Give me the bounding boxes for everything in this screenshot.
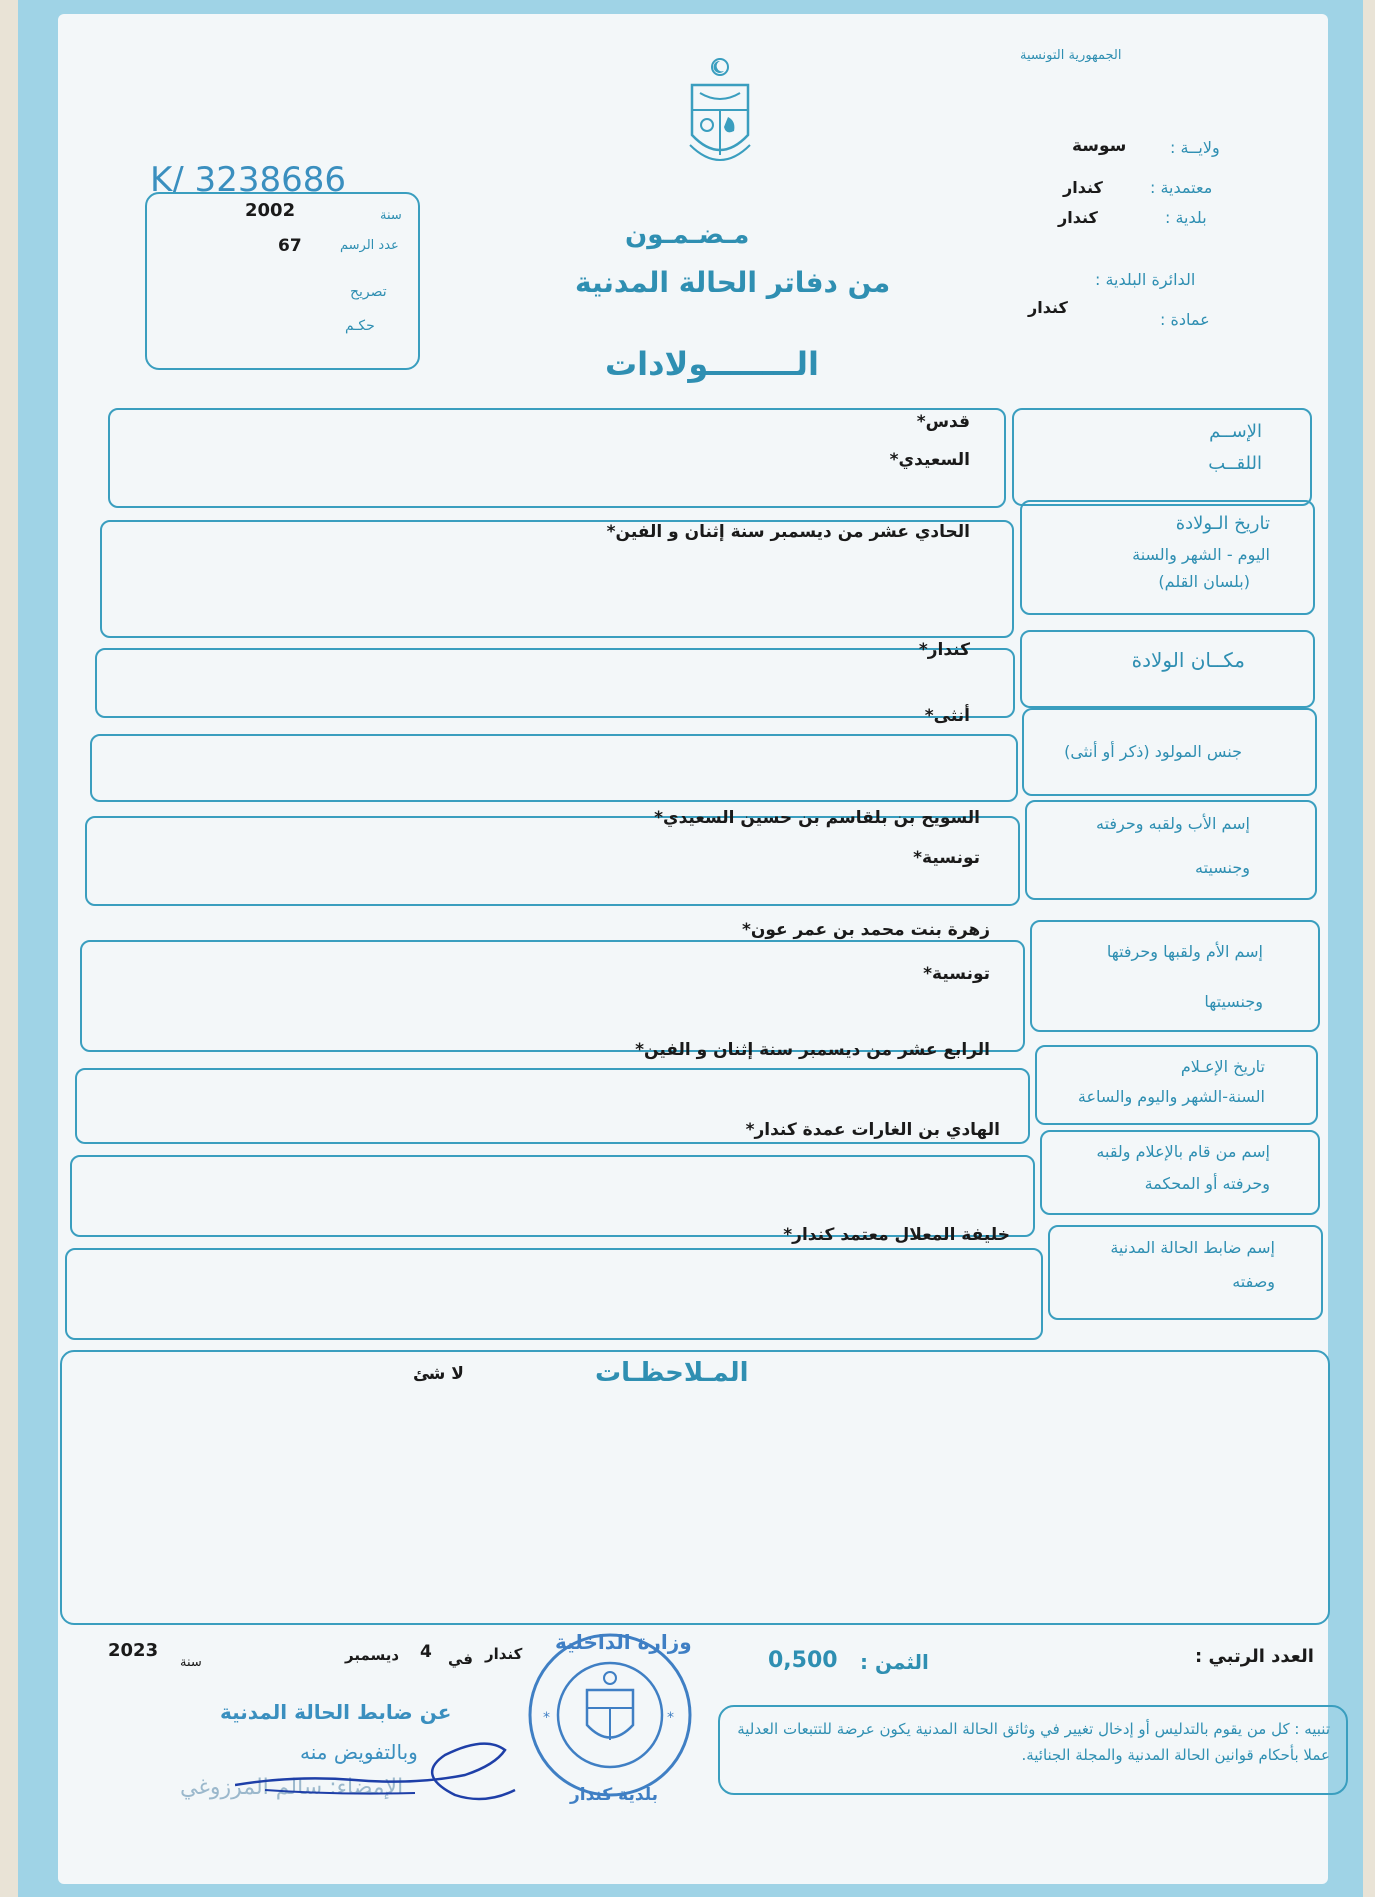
reg-year-label: سنة — [380, 208, 402, 223]
notice-text: تنبيه : كل من يقوم بالتدليس أو إدخال تغيير في وثائق الحالة المدنية يكون عرضة للتتبعات العدلية عملا بأحكام قوانين الحالة المدنية والمجلة الجنائية. — [737, 1720, 1330, 1764]
wilaya-value: سوسة — [1072, 136, 1127, 156]
svg-text:*: * — [667, 1710, 674, 1726]
declaration-date-value: الرابع عشر من ديسمبر سنة إثنان و الفين* — [635, 1040, 990, 1060]
baladia-value: كندار — [1058, 208, 1098, 227]
officer-value: خليفة المعلال معتمد كندار* — [783, 1225, 1010, 1245]
issue-fi: في — [448, 1650, 473, 1668]
svg-text:*: * — [543, 1710, 550, 1726]
price-label: الثمن : — [860, 1650, 929, 1674]
daira-label: الدائرة البلدية : — [1095, 270, 1196, 289]
father-label: إسم الأب ولقبه وحرفته — [1096, 814, 1250, 833]
remarks-label: المـلاحظـات — [595, 1358, 749, 1388]
section-title: الــــــــولادات — [605, 345, 819, 383]
row-mother-label-box — [1030, 920, 1320, 1032]
reg-no-label: عدد الرسم — [340, 238, 399, 253]
tunisia-emblem-icon — [680, 55, 760, 175]
reg-no-value: 67 — [278, 236, 302, 256]
serial-number-label: العدد الرتبي : — [1195, 1646, 1314, 1667]
remarks-value: لا شئ — [413, 1364, 464, 1384]
father-sublabel: وجنسيته — [1195, 858, 1250, 877]
declaration-date-label: تاريخ الإعـلام — [1180, 1057, 1265, 1076]
row-officer-value-box — [65, 1248, 1043, 1340]
reg-year-value: 2002 — [245, 200, 296, 221]
declarant-label: إسم من قام بالإعلام ولقبه — [1096, 1142, 1270, 1161]
gender-label: جنس المولود (ذكر أو أنثى) — [1064, 742, 1242, 761]
stamp-bottom-text: بلدية كندار — [570, 1785, 659, 1805]
price-value: 0,500 — [768, 1648, 838, 1673]
declarant-value: الهادي بن الغارات عمدة كندار* — [745, 1120, 1000, 1140]
row-gender-value-box — [90, 734, 1018, 802]
remarks-box — [60, 1350, 1330, 1625]
serial-number: K/ 3238686 — [150, 160, 346, 200]
father-value: السويح بن بلقاسم بن حسين السعيدي* — [654, 808, 980, 828]
first-name-label: الإســم — [1209, 421, 1262, 442]
declaration-date-sublabel: السنة-الشهر واليوم والساعة — [1077, 1087, 1265, 1106]
issue-year-label: سنة — [180, 1655, 202, 1670]
gender-value: أنثى* — [924, 706, 970, 726]
issue-month: ديسمبر — [345, 1646, 400, 1664]
handwritten-signature-icon — [235, 1735, 525, 1810]
omada-label: عمادة : — [1160, 310, 1210, 329]
officer-stamp-line2: وبالتفويض منه — [300, 1740, 418, 1764]
declarant-sublabel: وحرفته أو المحكمة — [1144, 1174, 1270, 1193]
baladia-label: بلدية : — [1165, 208, 1207, 227]
signature-label: الإمضاء: سالم المرزوغي — [180, 1775, 404, 1800]
omada-value: كندار — [1028, 298, 1068, 317]
motamadia-label: معتمدية : — [1150, 178, 1213, 197]
officer-stamp-line1: عن ضابط الحالة المدنية — [220, 1700, 452, 1724]
officer-sublabel: وصفته — [1232, 1272, 1275, 1291]
father-nationality-value: تونسية* — [913, 848, 980, 868]
row-mother-value-box — [80, 940, 1025, 1052]
surname-label: اللقــب — [1208, 453, 1262, 474]
surname-value: السعيدي* — [889, 450, 970, 470]
birthdate-label: تاريخ الـولادة — [1175, 513, 1270, 534]
mother-label: إسم الأم ولقبها وحرفتها — [1106, 942, 1263, 961]
birthplace-value: كندار* — [918, 640, 970, 660]
stamp-top-text: وزارة الداخلية — [555, 1630, 692, 1654]
mother-nationality-value: تونسية* — [923, 964, 990, 984]
birthdate-note-label: (بلسان القلم) — [1158, 572, 1250, 591]
issue-day: 4 — [420, 1642, 432, 1662]
motamadia-value: كندار — [1063, 178, 1103, 197]
judgment-label: حكـم — [345, 318, 375, 334]
mother-sublabel: وجنسيتها — [1204, 992, 1263, 1011]
first-name-value: قدس* — [916, 412, 970, 432]
declaration-label: تصريح — [350, 284, 387, 300]
title-line2: من دفاتر الحالة المدنية — [575, 266, 891, 299]
title-line1: مـضـمـون — [625, 220, 750, 250]
municipality-round-stamp-icon — [525, 1630, 695, 1800]
mother-value: زهرة بنت محمد بن عمر عون* — [741, 920, 990, 940]
issue-year-value: 2023 — [108, 1640, 159, 1661]
issue-place: كندار — [485, 1645, 523, 1663]
officer-label: إسم ضابط الحالة المدنية — [1110, 1238, 1275, 1257]
birthplace-label: مكــان الولادة — [1131, 648, 1245, 672]
republic-label: الجمهورية التونسية — [1020, 48, 1122, 63]
birthdate-sublabel: اليوم - الشهر والسنة — [1132, 545, 1270, 564]
wilaya-label: ولايــة : — [1170, 138, 1220, 157]
birthdate-value: الحادي عشر من ديسمبر سنة إثنان و الفين* — [606, 522, 970, 542]
